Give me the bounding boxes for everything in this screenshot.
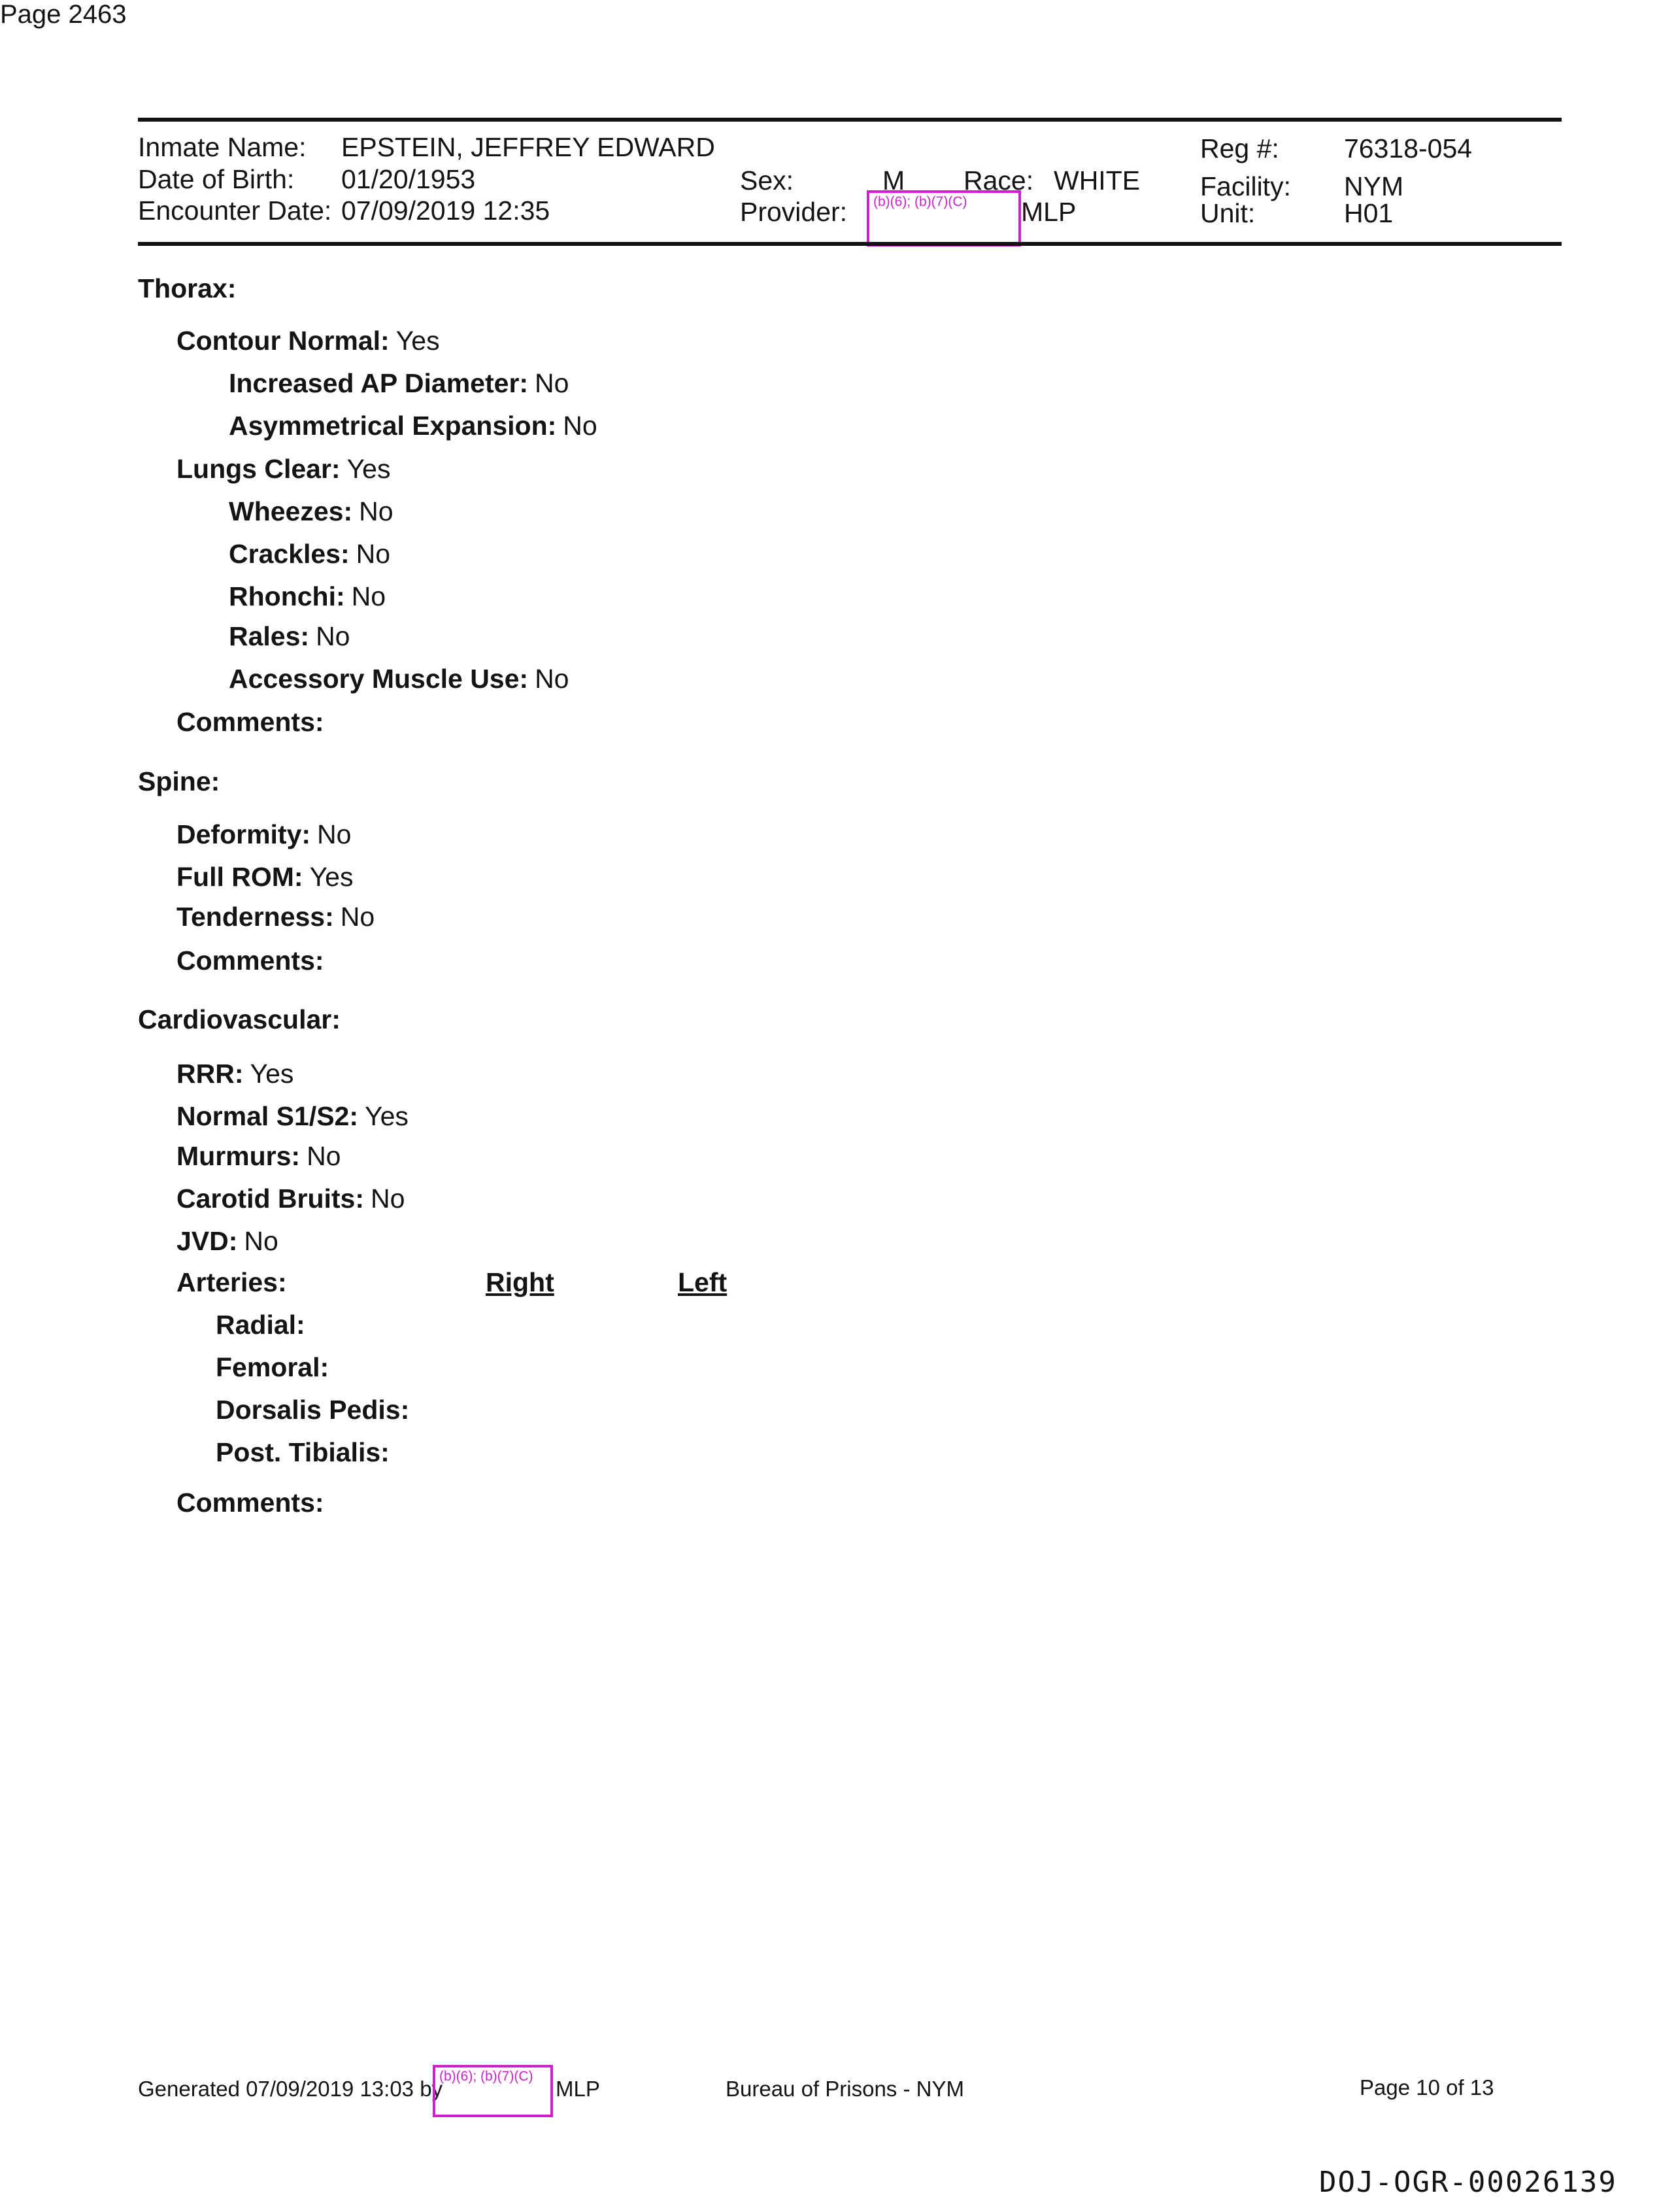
radial-label: Radial: bbox=[216, 1310, 305, 1340]
dob-value: 01/20/1953 bbox=[341, 164, 476, 194]
field-value: Yes bbox=[365, 1101, 409, 1131]
field-value: No bbox=[340, 902, 375, 932]
row-tenderness bbox=[176, 902, 375, 932]
provider-redaction-box: (b)(6); (b)(7)(C) bbox=[867, 190, 1021, 247]
row-jvd bbox=[176, 1226, 278, 1257]
footer-mlp: MLP bbox=[556, 2077, 600, 2101]
field-label: Normal S1/S2: bbox=[176, 1101, 358, 1131]
unit-label: Unit: bbox=[1200, 198, 1256, 228]
provider-label: Provider: bbox=[740, 197, 848, 227]
reg-label: Reg #: bbox=[1200, 133, 1279, 163]
section-title-cardiovascular: Cardiovascular: bbox=[138, 1004, 341, 1034]
row-deformity bbox=[176, 819, 351, 850]
footer-redaction-box: (b)(6); (b)(7)(C) bbox=[433, 2065, 553, 2117]
field-value: No bbox=[371, 1183, 405, 1214]
row-lungs-clear bbox=[176, 454, 390, 485]
post-tibialis-label: Post. Tibialis: bbox=[216, 1437, 390, 1467]
arteries-right-header: Right bbox=[486, 1267, 554, 1297]
sex-value: M bbox=[882, 165, 905, 196]
field-label: Rhonchi: bbox=[229, 581, 345, 611]
facility-value: NYM bbox=[1344, 171, 1404, 201]
row-murmurs bbox=[176, 1141, 341, 1172]
encounter-date-label: Encounter Date: bbox=[138, 196, 332, 226]
field-label: Tenderness: bbox=[176, 902, 334, 932]
field-value: No bbox=[563, 411, 597, 441]
field-label: Deformity: bbox=[176, 819, 311, 849]
row-normal-s1s2 bbox=[176, 1101, 409, 1132]
section-title-thorax: Thorax: bbox=[138, 273, 237, 303]
field-value: No bbox=[356, 539, 391, 569]
arteries-label: Arteries: bbox=[176, 1267, 287, 1297]
field-label: Lungs Clear: bbox=[176, 454, 341, 484]
section-title-spine: Spine: bbox=[138, 766, 220, 796]
inmate-name-value: EPSTEIN, JEFFREY EDWARD bbox=[341, 132, 715, 162]
row-carotid-bruits bbox=[176, 1183, 405, 1214]
row-rhonchi bbox=[229, 581, 386, 612]
field-value: No bbox=[359, 496, 394, 526]
row-rrr bbox=[176, 1059, 293, 1089]
row-crackles bbox=[229, 539, 390, 570]
spine-comments-label: Comments: bbox=[176, 945, 324, 976]
field-label: Accessory Muscle Use: bbox=[229, 664, 529, 694]
row-accessory-muscle-use bbox=[229, 664, 569, 694]
page-label: Page 2463 bbox=[0, 0, 127, 29]
field-value: No bbox=[535, 368, 569, 398]
arteries-left-header: Left bbox=[678, 1267, 728, 1297]
unit-value: H01 bbox=[1344, 198, 1394, 228]
reg-value: 76318-054 bbox=[1344, 133, 1473, 163]
field-value: No bbox=[316, 621, 350, 651]
field-label: Crackles: bbox=[229, 539, 350, 569]
header-top-rule bbox=[138, 118, 1562, 122]
encounter-date-value: 07/09/2019 12:35 bbox=[341, 196, 550, 226]
inmate-name-label: Inmate Name: bbox=[138, 132, 307, 162]
row-increased-ap-diameter bbox=[229, 368, 569, 399]
field-value: No bbox=[535, 664, 569, 694]
field-label: Rales: bbox=[229, 621, 310, 651]
row-full-rom bbox=[176, 862, 353, 893]
sex-label: Sex: bbox=[740, 165, 794, 196]
field-value: No bbox=[317, 819, 352, 849]
field-label: Increased AP Diameter: bbox=[229, 368, 529, 398]
row-asymmetrical-expansion bbox=[229, 411, 597, 441]
field-value: Yes bbox=[346, 454, 391, 484]
femoral-label: Femoral: bbox=[216, 1352, 329, 1382]
race-label: Race: bbox=[964, 165, 1034, 196]
row-wheezes bbox=[229, 496, 394, 527]
row-rales bbox=[229, 621, 350, 652]
field-value: No bbox=[351, 581, 386, 611]
field-value: No bbox=[307, 1141, 341, 1171]
bates-number: DOJ-OGR-00026139 bbox=[1319, 2166, 1617, 2199]
field-label: Carotid Bruits: bbox=[176, 1183, 364, 1214]
footer-generated: Generated 07/09/2019 13:03 by bbox=[138, 2077, 443, 2101]
field-label: Asymmetrical Expansion: bbox=[229, 411, 557, 441]
dob-label: Date of Birth: bbox=[138, 164, 295, 194]
field-label: RRR: bbox=[176, 1059, 244, 1089]
dorsalis-pedis-label: Dorsalis Pedis: bbox=[216, 1395, 410, 1425]
field-label: Wheezes: bbox=[229, 496, 353, 526]
footer-bureau: Bureau of Prisons - NYM bbox=[726, 2077, 964, 2101]
field-value: No bbox=[244, 1226, 278, 1256]
field-value: Yes bbox=[250, 1059, 294, 1089]
field-label: JVD: bbox=[176, 1226, 238, 1256]
provider-suffix: MLP bbox=[1021, 197, 1077, 227]
header-bottom-rule bbox=[138, 242, 1562, 246]
field-value: Yes bbox=[395, 326, 440, 356]
field-label: Contour Normal: bbox=[176, 326, 390, 356]
field-label: Murmurs: bbox=[176, 1141, 301, 1171]
field-label: Full ROM: bbox=[176, 862, 303, 892]
thorax-comments-label: Comments: bbox=[176, 707, 324, 737]
cardio-comments-label: Comments: bbox=[176, 1488, 324, 1518]
race-value: WHITE bbox=[1054, 165, 1141, 196]
footer-page-number: Page 10 of 13 bbox=[1360, 2075, 1494, 2100]
row-contour-normal bbox=[176, 326, 440, 356]
field-value: Yes bbox=[309, 862, 354, 892]
facility-label: Facility: bbox=[1200, 171, 1291, 201]
